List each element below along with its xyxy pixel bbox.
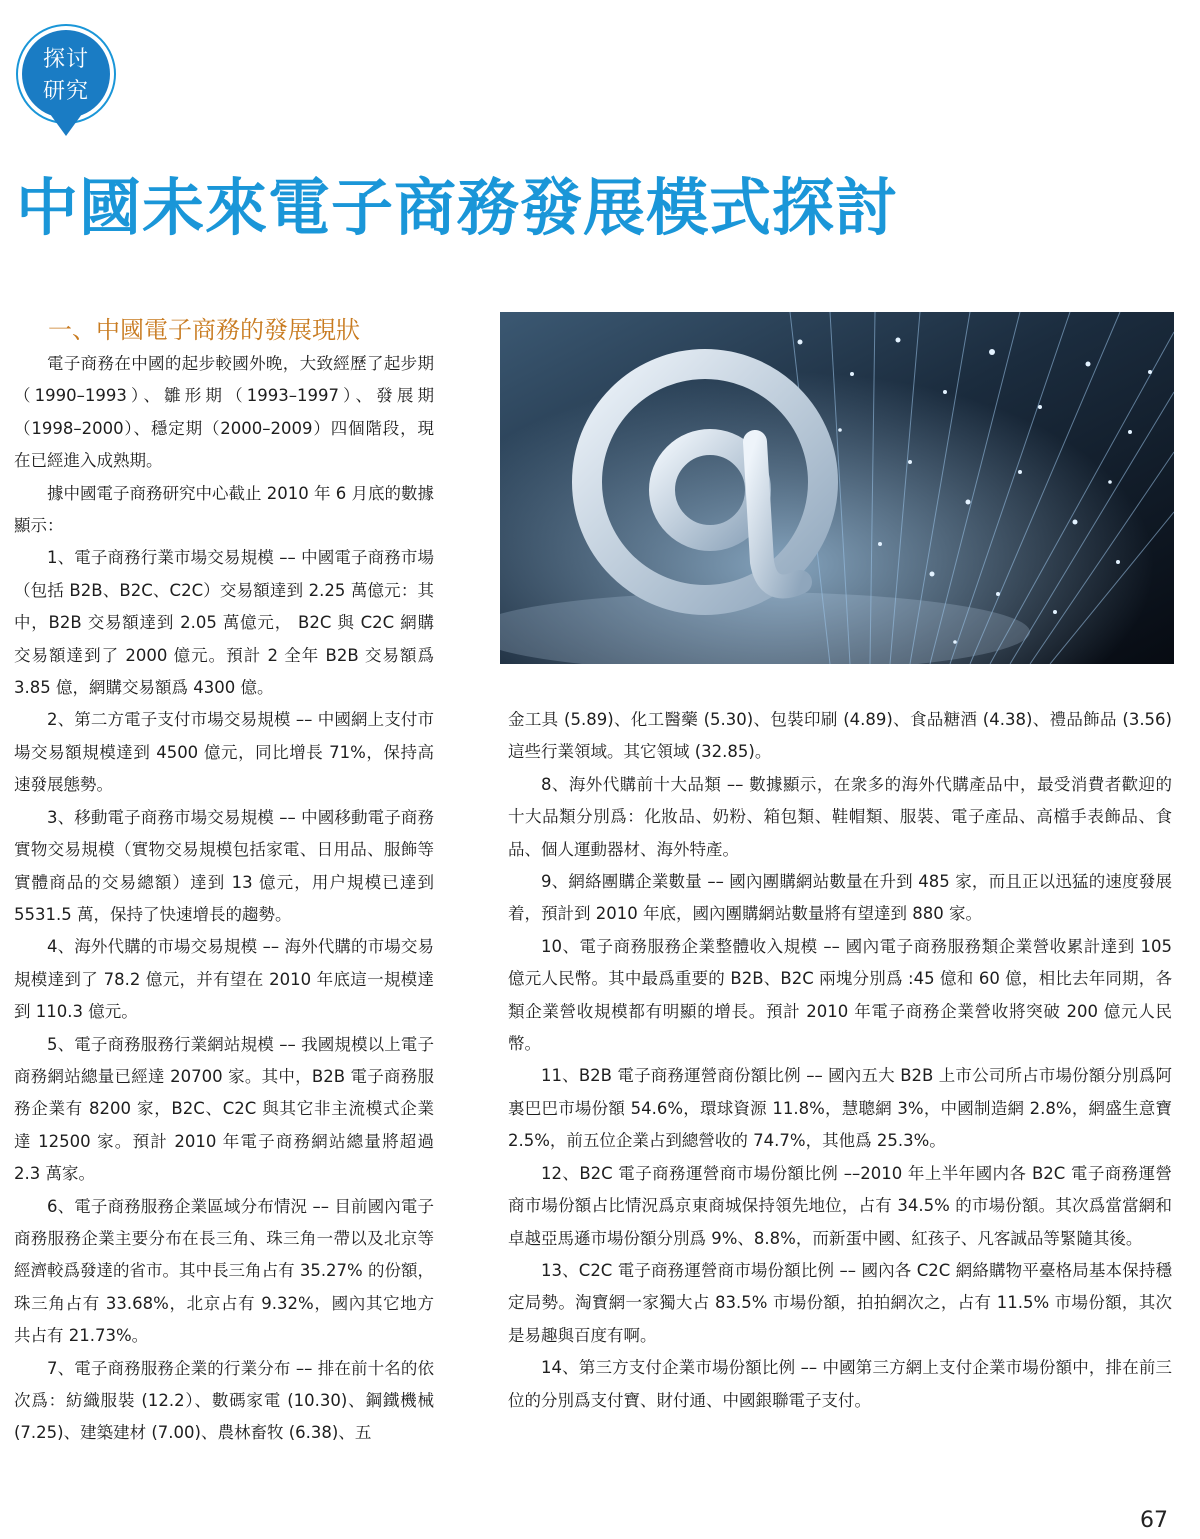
article-title: 中國未來電子商務發展模式探討 [16,171,899,244]
paragraph-item-13: 13、C2C 電子商務運營商市場份額比例 –– 國內各 C2C 網絡購物平臺格局基本保持穩定局勢。淘寶網一家獨大占 83.5% 市場份額，拍拍網次之，占有 11.5% 市場份額，其次是易趣與百度有啊。 [508,1260,1172,1345]
paragraph-item-11: 11、B2B 電子商務運營商份額比例 –– 國內五大 B2B 上市公司所占市場份額分別爲阿裏巴巴市場份額 54.6%，環球資源 11.8%，慧聰網 3%，中國制造網 2.8%，網盛生意寶 2.5%，前五位企業占到總營收的 74.7%，其他爲 25.3%。 [508,1066,1172,1151]
paragraph-item-1: 1、電子商務行業市場交易規模 –– 中國電子商務市場（包括 B2B、B2C、C2C）交易額達到 2.25 萬億元：其中，B2B 交易額達到 2.05 萬億元， B2C 與 C2C 網購交易額達到了 2000 億元。預計 2 全年 B2B 交易額爲 3.85 億，網購交易額爲 4300 億。 [14,548,434,698]
section-badge [16,22,118,140]
badge-line-2: 研究 [42,79,89,104]
paragraph-data-source: 據中國電子商務研究中心截止 2010 年 6 月底的數據顯示： [14,483,434,536]
paragraph-item-10: 10、電子商務服務企業整體收入規模 –– 國內電子商務服務類企業營收累計達到 105 億元人民幣。其中最爲重要的 B2B、B2C 兩塊分別爲 :45 億和 60 億，相比去年同期，各類企業營收規模都有明顯的增長。預計 2010 年電子商務企業營收將突破 200 億元人民幣。 [508,936,1172,1054]
paragraph-item-6: 6、電子商務服務企業區域分布情況 –– 目前國內電子商務服務企業主要分布在長三角、珠三角一帶以及北京等經濟較爲發達的省市。其中長三角占有 35.27% 的份額，珠三角占有 33.68%，北京占有 9.32%，國內其它地方共占有 21.73%。 [14,1196,434,1346]
left-column [14,348,434,1450]
paragraph-item-7-continued: 金工具 (5.89)、化工醫藥 (5.30)、包裝印刷 (4.89)、食品糖酒 (4.38)、禮品飾品 (3.56) 這些行業領域。其它領域 (32.85)。 [508,710,1172,762]
page-number: 67 [1140,1508,1168,1533]
paragraph-item-14: 14、第三方支付企業市場份額比例 –– 中國第三方網上支付企業市場份額中，排在前三位的分別爲支付寶、財付通、中國銀聯電子支付。 [508,1358,1172,1410]
paragraph-item-9: 9、網絡團購企業數量 –– 國內團購網站數量在升到 485 家，而且正以迅猛的速度發展着，預計到 2010 年底，國內團購網站數量將有望達到 880 家。 [508,872,1172,924]
right-column [508,704,1172,1417]
paragraph-item-3: 3、移動電子商務市場交易規模 –– 中國移動電子商務實物交易規模（實物交易規模包括家電、日用品、服飾等實體商品的交易總額）達到 13 億元，用户規模已達到 5531.5 萬，保持了快速增長的趨勢。 [14,807,434,924]
badge-label [16,44,116,108]
article-photo [500,312,1174,664]
paragraph-item-12: 12、B2C 電子商務運營商市場份額比例 ––2010 年上半年國内各 B2C 電子商務運營商市場份額占比情況爲京東商城保持領先地位，占有 34.5% 的市場份額。其次爲當當網和卓越亞馬遜市場份額分別爲 9%、8.8%，而新蛋中國、紅孩子、凡客誠品等緊隨其後。 [508,1163,1172,1248]
paragraph-item-4: 4、海外代購的市場交易規模 –– 海外代購的市場交易規模達到了 78.2 億元，并有望在 2010 年底這一規模達到 110.3 億元。 [14,937,434,1022]
paragraph-item-7: 7、電子商務服務企業的行業分布 –– 排在前十名的依次爲：紡織服裝 (12.2）、數碼家電 (10.30)、鋼鐵機械 (7.25)、建築建材 (7.00)、農林畜牧 (6.38)、五 [14,1358,434,1443]
badge-line-1: 探讨 [42,47,89,72]
paragraph-intro: 電子商務在中國的起步較國外晚，大致經歷了起步期（1990–1993）、雛形期（1993–1997）、發展期（1998–2000）、穩定期（2000–2009）四個階段，現在已經進入成熟期。 [14,354,434,471]
paragraph-item-8: 8、海外代購前十大品類 –– 數據顯示，在衆多的海外代購產品中，最受消費者歡迎的十大品類分別爲：化妝品、奶粉、箱包類、鞋帽類、服裝、電子產品、高檔手表飾品、食品、個人運動器材、海外特產。 [508,774,1172,859]
paragraph-item-2: 2、第二方電子支付市場交易規模 –– 中國網上支付市場交易額規模達到 4500 億元，同比增長 71%，保持高速發展態勢。 [14,710,434,795]
paragraph-item-5: 5、電子商務服務行業網站規模 –– 我國規模以上電子商務網站總量已經達 20700 家。其中，B2B 電子商務服務企業有 8200 家，B2C、C2C 與其它非主流模式企業達 12500 家。預計 2010 年電子商務網站總量將超過 2.3 萬家。 [14,1034,434,1184]
at-sign-fiber-optic-image [500,312,1174,664]
section-heading: 一、中國電子商務的發展現狀 [48,316,360,344]
